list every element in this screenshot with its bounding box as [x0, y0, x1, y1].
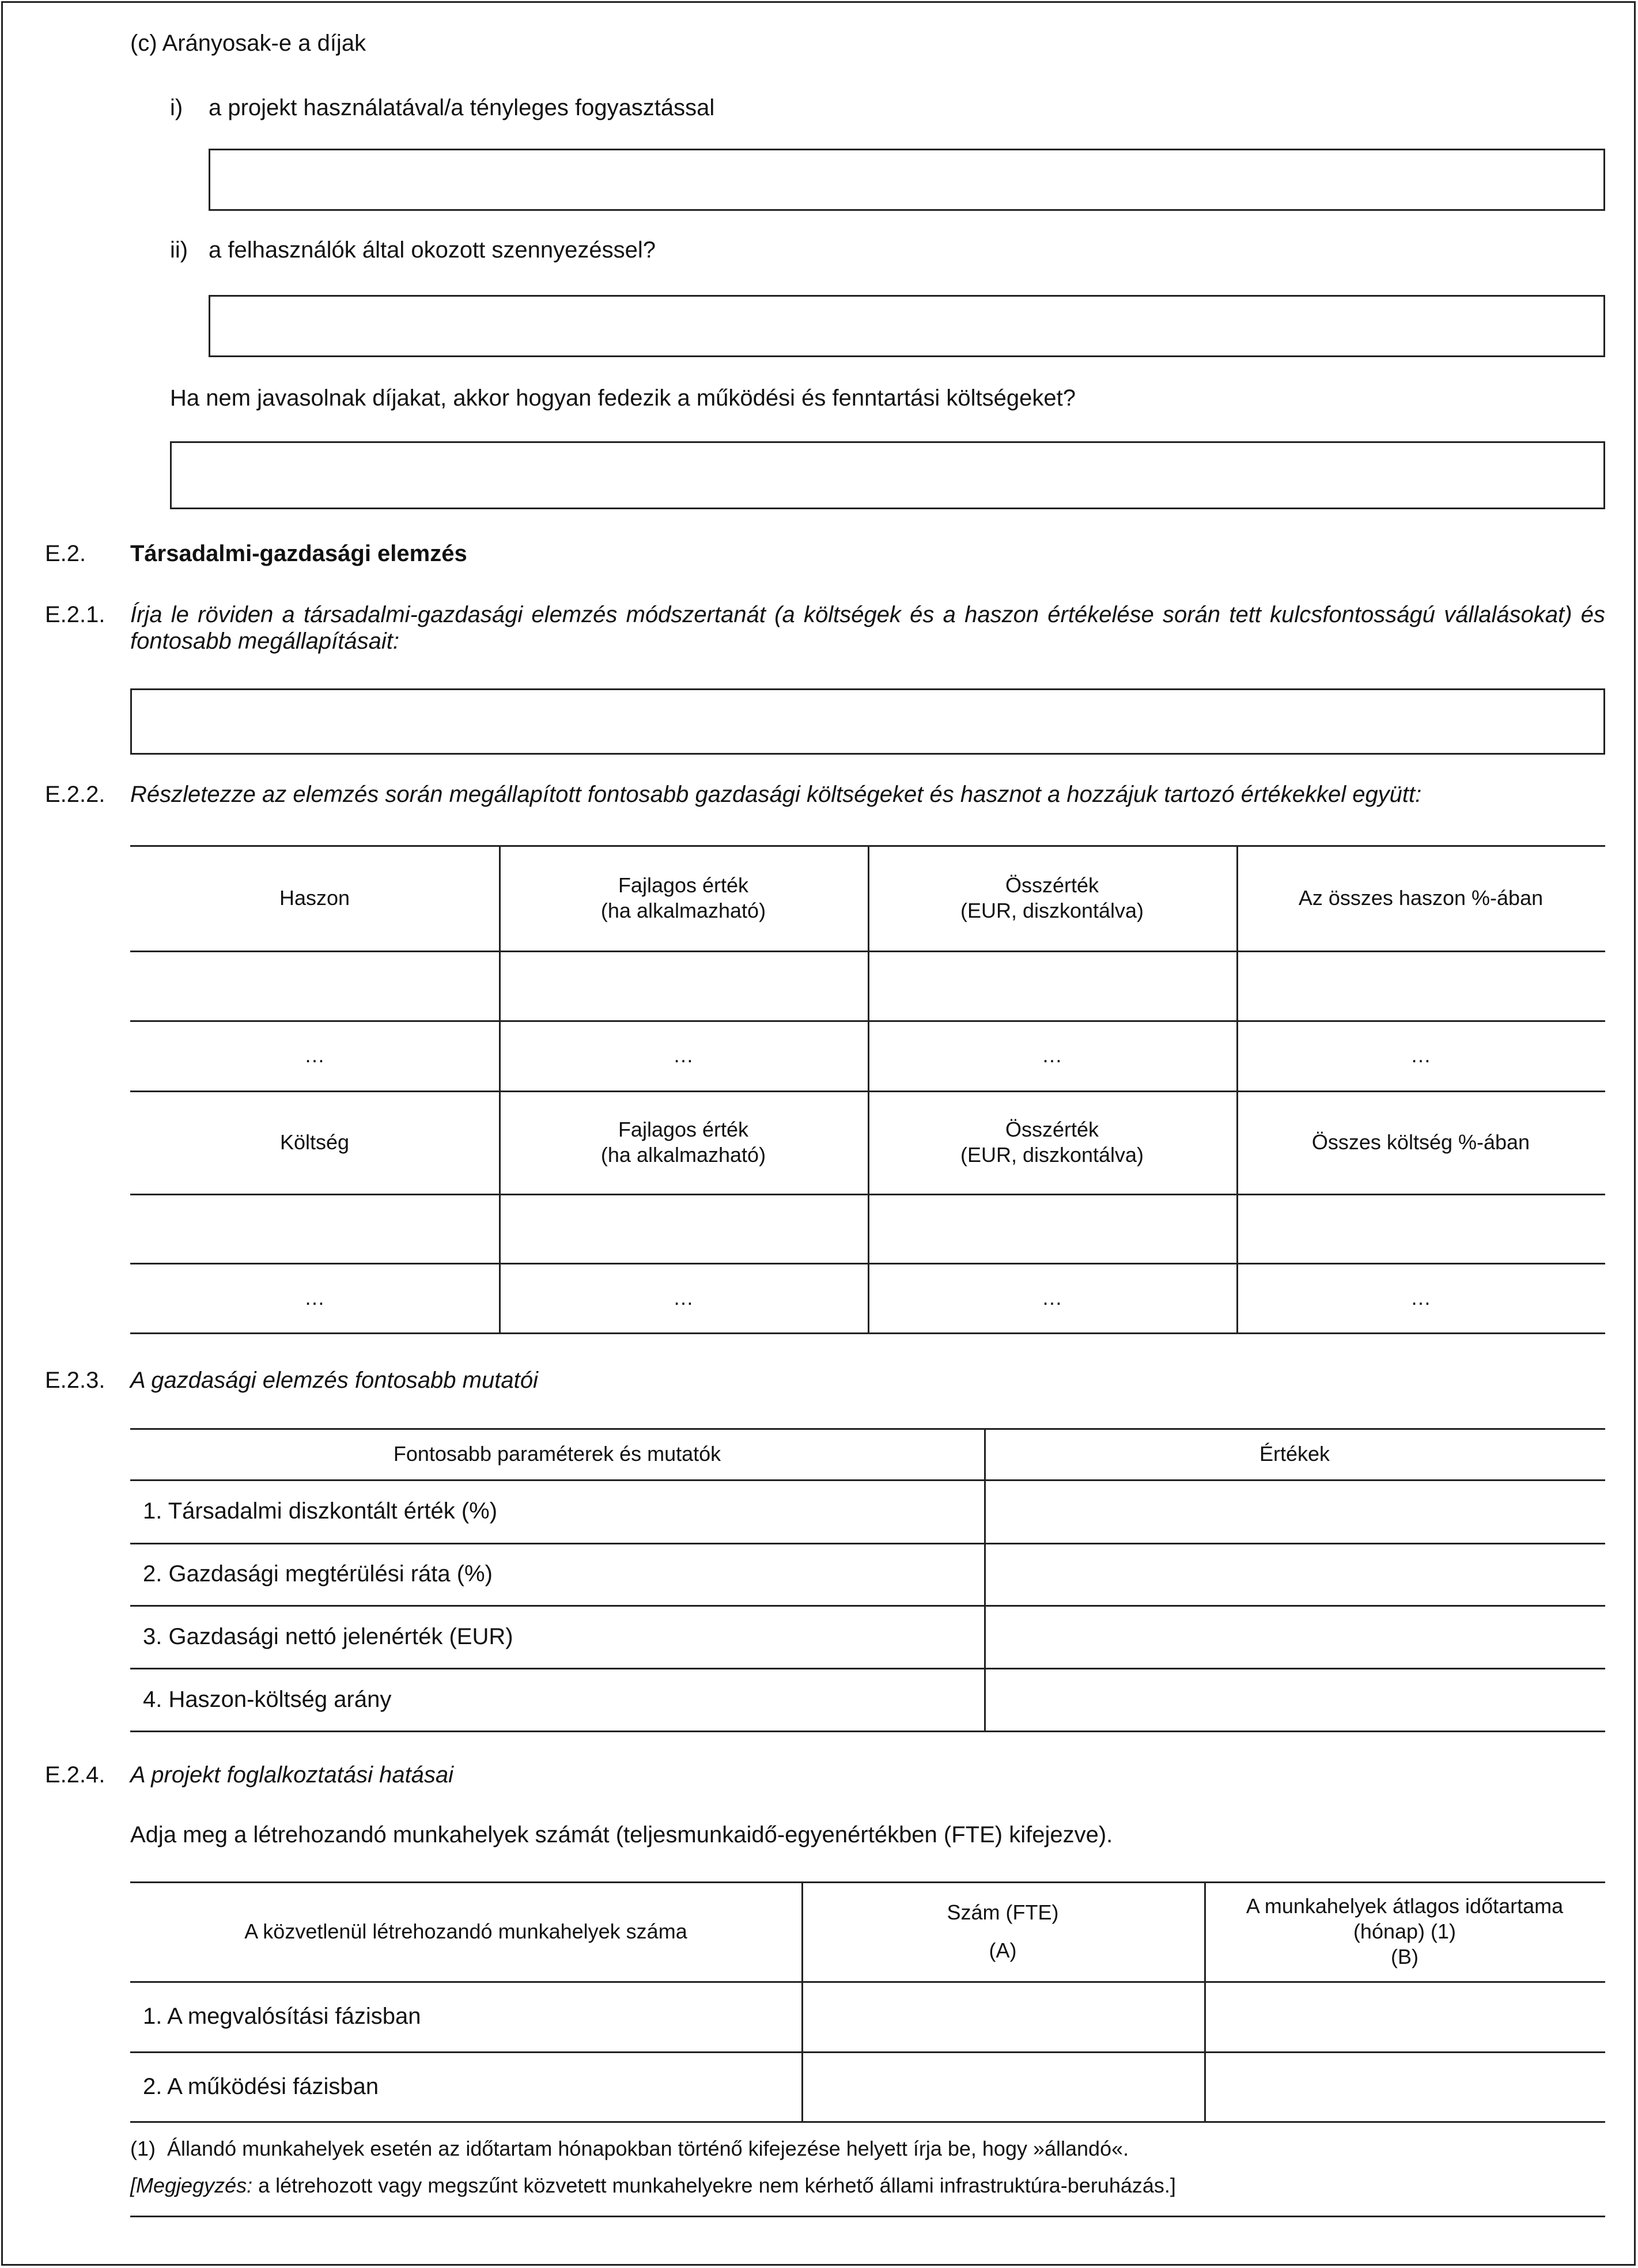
- ellipsis-cell: …: [304, 1043, 325, 1067]
- bottom-rule: [130, 2216, 1605, 2217]
- fte-value-cell[interactable]: [801, 1981, 1204, 2051]
- footnote-reference: (1): [1431, 1919, 1457, 1943]
- cost-coverage-answer-field[interactable]: [170, 441, 1605, 509]
- pollution-fees-answer-field[interactable]: [209, 295, 1605, 357]
- phase-row-label: 2. A működési fázisban: [143, 2073, 379, 2099]
- fees-question: (c) Arányosak-e a díjak: [130, 31, 366, 56]
- total-value-label: Összérték: [1005, 873, 1099, 897]
- indicator-value-cell[interactable]: [984, 1479, 1605, 1543]
- duration-unit-text: (hónap): [1353, 1919, 1425, 1943]
- indicator-value-cell[interactable]: [984, 1543, 1605, 1605]
- methodology-answer-field[interactable]: [130, 688, 1605, 755]
- ellipsis-cell: …: [1042, 1043, 1062, 1067]
- section-number-e24: E.2.4.: [45, 1762, 105, 1788]
- item-i-text: a projekt használatával/a tényleges fogyasztással: [209, 95, 715, 120]
- benefit-percent-cell[interactable]: [1236, 951, 1605, 1020]
- benefit-header: Haszon: [279, 885, 350, 910]
- unit-value-note: (ha alkalmazható): [600, 1142, 766, 1167]
- methodology-instruction: Írja le röviden a társadalmi-gazdasági elemzés módszertanát (a költségek és a haszon értékelése során tett kulcsfontosságú vállalásokat) és fontosabb megállapításait:: [130, 602, 1605, 654]
- indicator-row-label: 2. Gazdasági megtérülési ráta (%): [143, 1561, 493, 1587]
- cost-percent-header: Összes költség %-ában: [1311, 1130, 1530, 1154]
- item-i-number: i): [170, 95, 183, 120]
- total-value-header: [868, 845, 1236, 951]
- fte-label: Szám (FTE): [947, 1900, 1059, 1924]
- indicator-row-label: 1. Társadalmi diszkontált érték (%): [143, 1498, 498, 1524]
- unit-value-note: (ha alkalmazható): [600, 898, 766, 922]
- table-border: [130, 1332, 1605, 1334]
- fte-column-code: (A): [989, 1938, 1017, 1962]
- section-title-e23: A gazdasági elemzés fontosabb mutatói: [130, 1368, 538, 1393]
- item-ii-text: a felhasználók által okozott szennyezéssel?: [209, 237, 656, 263]
- params-header: Fontosabb paraméterek és mutatók: [393, 1441, 721, 1466]
- section-number-e21: E.2.1.: [45, 602, 105, 627]
- unit-value-header: [499, 845, 868, 951]
- duration-unit: [1353, 1919, 1456, 1944]
- cost-name-cell[interactable]: [130, 1194, 499, 1263]
- ellipsis-cell: …: [304, 1285, 325, 1309]
- benefit-name-cell[interactable]: [130, 951, 499, 1020]
- cost-unit-value-header: [499, 1091, 868, 1194]
- benefit-unit-value-cell[interactable]: [499, 951, 868, 1020]
- ellipsis-cell: …: [673, 1043, 694, 1067]
- costs-benefits-instruction: Részletezze az elemzés során megállapított fontosabb gazdasági költségeket és hasznot a hozzájuk tartozó értékekkel együtt:: [130, 782, 1422, 807]
- note-text: a létrehozott vagy megszűnt közvetett munkahelyekre nem kérhető állami infrastruktúra-beruházás.]: [258, 2174, 1176, 2197]
- indicator-value-cell[interactable]: [984, 1668, 1605, 1731]
- fte-value-cell[interactable]: [801, 2051, 1204, 2121]
- unit-value-label: Fajlagos érték: [618, 1117, 749, 1141]
- values-header: Értékek: [1259, 1441, 1330, 1466]
- duration-column-code: (B): [1390, 1944, 1418, 1968]
- cost-percent-cell[interactable]: [1236, 1194, 1605, 1263]
- section-number-e2: E.2.: [45, 541, 86, 566]
- total-value-label: Összérték: [1005, 1117, 1099, 1141]
- duration-value-cell[interactable]: [1204, 1981, 1605, 2051]
- cost-total-value-header: [868, 1091, 1236, 1194]
- footnote: [130, 2136, 1129, 2161]
- ellipsis-cell: …: [1042, 1285, 1062, 1309]
- ellipsis-cell: …: [1410, 1043, 1431, 1067]
- total-value-note: (EUR, diszkontálva): [960, 898, 1144, 922]
- section-title-e2: Társadalmi-gazdasági elemzés: [130, 541, 467, 566]
- unit-value-label: Fajlagos érték: [618, 873, 749, 897]
- cost-unit-value-cell[interactable]: [499, 1194, 868, 1263]
- note-prefix: [Megjegyzés:: [130, 2174, 253, 2197]
- section-title-e24: A projekt foglalkoztatási hatásai: [130, 1762, 454, 1788]
- total-value-note: (EUR, diszkontálva): [960, 1142, 1144, 1167]
- direct-jobs-header: A közvetlenül létrehozandó munkahelyek száma: [244, 1919, 687, 1943]
- section-number-e22: E.2.2.: [45, 782, 105, 807]
- fte-header: [801, 1881, 1204, 1981]
- duration-header: [1204, 1881, 1605, 1981]
- indicator-row-label: 4. Haszon-költség arány: [143, 1686, 392, 1712]
- no-fees-question: Ha nem javasolnak díjakat, akkor hogyan fedezik a működési és fenntartási költségeket?: [170, 385, 1076, 411]
- indicator-value-cell[interactable]: [984, 1605, 1605, 1668]
- section-number-e23: E.2.3.: [45, 1368, 105, 1393]
- footnote-text: Állandó munkahelyek esetén az időtartam hónapokban történő kifejezése helyett írja be, hogy »állandó«.: [167, 2137, 1129, 2160]
- table-border: [130, 1731, 1605, 1732]
- duration-label: A munkahelyek átlagos időtartama: [1246, 1894, 1564, 1918]
- duration-value-cell[interactable]: [1204, 2051, 1605, 2121]
- indicator-row-label: 3. Gazdasági nettó jelenérték (EUR): [143, 1623, 513, 1649]
- ellipsis-cell: …: [1410, 1285, 1431, 1309]
- ellipsis-cell: …: [673, 1285, 694, 1309]
- table-border: [130, 2121, 1605, 2123]
- usage-fees-answer-field[interactable]: [209, 149, 1605, 211]
- cost-total-value-cell[interactable]: [868, 1194, 1236, 1263]
- benefit-total-value-cell[interactable]: [868, 951, 1236, 1020]
- item-ii-number: ii): [170, 237, 188, 263]
- benefit-percent-header: Az összes haszon %-ában: [1298, 885, 1544, 910]
- footnote-marker: (1): [130, 2137, 156, 2160]
- cost-header: Költség: [279, 1130, 350, 1154]
- employment-instruction: Adja meg a létrehozandó munkahelyek számát (teljesmunkaidő-egyenértékben (FTE) kifejezve).: [130, 1822, 1113, 1847]
- note: [130, 2173, 1176, 2198]
- phase-row-label: 1. A megvalósítási fázisban: [143, 2004, 421, 2029]
